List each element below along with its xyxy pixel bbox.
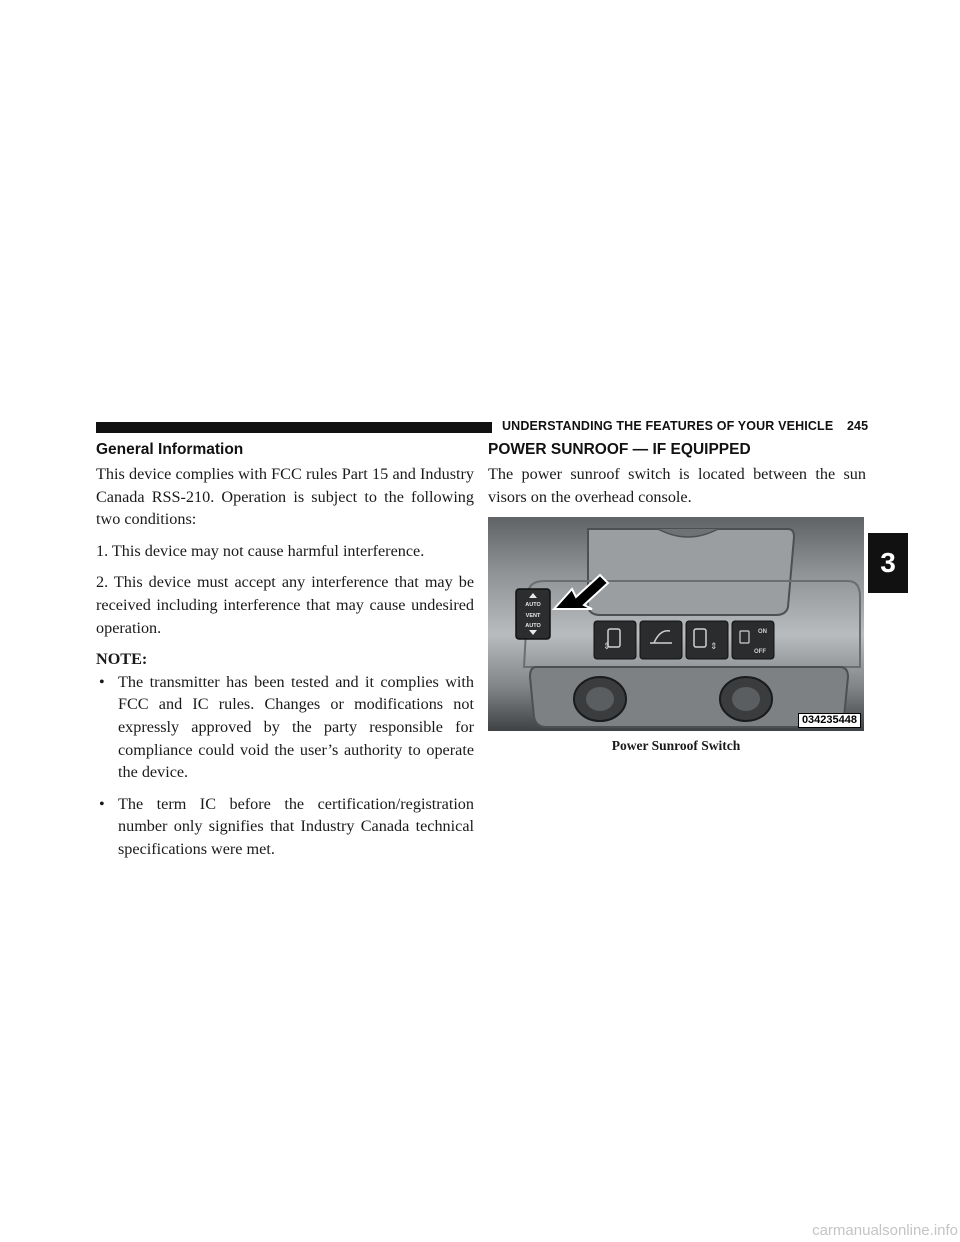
section-title: UNDERSTANDING THE FEATURES OF YOUR VEHICLE: [502, 419, 834, 433]
switch-label-auto-bottom: AUTO: [525, 623, 541, 630]
bullet-dot-icon: •: [99, 672, 105, 691]
watermark: carmanualsonline.info: [812, 1222, 958, 1239]
condition-1: 1. This device may not cause harmful interference.: [96, 541, 425, 560]
bullet-item: [96, 671, 474, 784]
button-label-off: OFF: [754, 649, 766, 656]
bullet-text: The term IC before the certification/registration number only signifies that Industry Canada technical specifications were met.: [118, 794, 474, 858]
switch-label-auto-top: AUTO: [525, 602, 541, 609]
bullet-text: The transmitter has been tested and it complies with FCC and IC rules. Changes or modifications not expressly approved by the party responsible for compliance could void the user’s authority to operate the device.: [118, 672, 474, 782]
svg-text:⇕: ⇕: [603, 641, 611, 652]
fcc-intro: This device complies with FCC rules Part 15 and Industry Canada RSS-210. Operation is subject to the following two conditions:: [96, 465, 474, 529]
general-information-heading: General Information: [96, 441, 244, 458]
page-number: 245: [846, 419, 869, 433]
figure-code: 034235448: [798, 713, 861, 728]
overhead-console-photo: [488, 517, 864, 731]
switch-label-vent: VENT: [525, 613, 541, 620]
svg-text:⇕: ⇕: [710, 641, 718, 652]
condition-2: 2. This device must accept any interference that may be received including interference that may cause undesired operation.: [96, 573, 474, 637]
console-buttons: [594, 621, 774, 659]
note-label: NOTE:: [96, 650, 148, 669]
button-label-on: ON: [758, 629, 767, 636]
header-rule: [96, 422, 492, 433]
figure-caption: Power Sunroof Switch: [611, 738, 741, 754]
chapter-tab: 3: [868, 533, 908, 593]
note-bullets: [96, 671, 474, 861]
left-column: [96, 441, 474, 870]
sunroof-intro: The power sunroof switch is located between the sun visors on the overhead console.: [488, 465, 866, 506]
console-illustration: [488, 517, 864, 731]
right-column: [488, 441, 866, 754]
running-header: [502, 419, 872, 433]
power-sunroof-heading: POWER SUNROOF — IF EQUIPPED: [488, 441, 751, 458]
bullet-dot-icon: •: [99, 794, 105, 813]
bullet-item: [96, 793, 474, 861]
